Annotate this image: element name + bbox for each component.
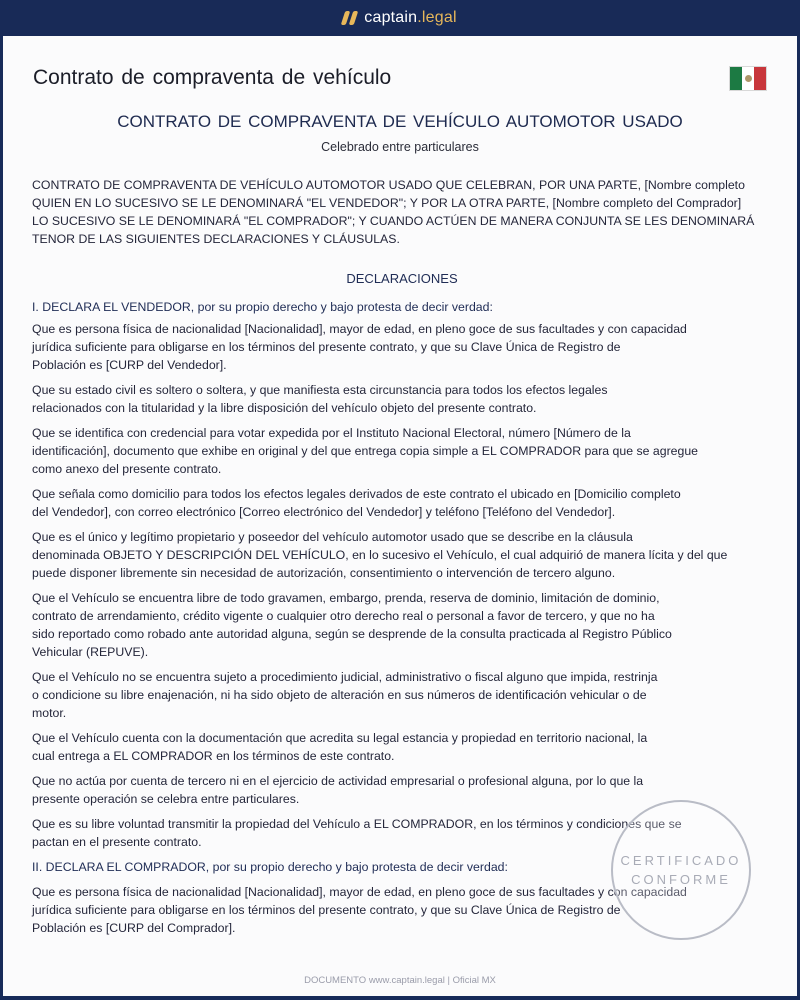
text-line: motor. [32, 706, 67, 720]
text-line: cual entrega a EL COMPRADOR en los términos de este contrato. [32, 749, 395, 763]
text-line: denominada OBJETO Y DESCRIPCIÓN DEL VEHÍCULO, en lo sucesivo el Vehículo, el cual adquirió de manera lícita y del que [32, 548, 728, 562]
contract-heading: CONTRATO DE COMPRAVENTA DE VEHÍCULO AUTOMOTOR USADO [117, 112, 683, 131]
declaration-clause [32, 381, 772, 417]
brand-tld: .legal [417, 9, 457, 26]
text-line: identificación], documento que exhibe en original y del que entrega copia simple a EL COMPRADOR para que se agregue [32, 444, 699, 458]
top-bar [0, 0, 800, 36]
declaration-clause [32, 485, 772, 521]
text-line: Población es [CURP del Vendedor]. [32, 358, 227, 372]
seller-declaration-heading: I. DECLARA EL VENDEDOR, por su propio derecho y bajo protesta de decir verdad: [32, 300, 493, 314]
text-line: Que el Vehículo cuenta con la documentación que acredita su legal estancia y propiedad en territorio nacional, la [32, 731, 648, 745]
text-line: Que es persona física de nacionalidad [Nacionalidad], mayor de edad, en pleno goce de sus facultades y con capacidad [32, 885, 687, 899]
contract-subheading: Celebrado entre particulares [321, 140, 479, 154]
text-line: Que el Vehículo no se encuentra sujeto a procedimiento judicial, administrativo o fiscal alguno que impida, restrinja [32, 670, 658, 684]
text-line: sido reportado como robado ante autoridad alguna, según se desprende de la consulta practicada al Registro Público [32, 627, 672, 641]
text-line: contrato de arrendamiento, crédito vigente o cualquier otro derecho real o personal a favor de tercero, y que no ha [32, 609, 655, 623]
text-line: Que es persona física de nacionalidad [Nacionalidad], mayor de edad, en pleno goce de sus facultades y con capacidad [32, 322, 687, 336]
text-line: o condicione su libre enajenación, ni ha sido objeto de alteración en sus números de identificación vehicular o de [32, 688, 647, 702]
declaration-clause [32, 320, 772, 374]
declaration-clause [32, 668, 772, 722]
document-header [33, 66, 767, 96]
text-line: Que es el único y legítimo propietario y poseedor del vehículo automotor usado que se describe en la cláusula [32, 530, 633, 544]
text-line: presente operación se celebra entre particulares. [32, 792, 300, 806]
text-line: Que es su libre voluntad transmitir la propiedad del Vehículo a EL COMPRADOR, en los términos y condiciones que se [32, 817, 682, 831]
text-line: Vehicular (REPUVE). [32, 645, 149, 659]
text-line: Que señala como domicilio para todos los efectos legales derivados de este contrato el ubicado en [Domicilio completo [32, 487, 681, 501]
intro-paragraph [32, 176, 772, 248]
text-line: como anexo del presente contrato. [32, 462, 222, 476]
text-line: TENOR DE LAS SIGUIENTES DECLARACIONES Y CLÁUSULAS. [32, 232, 400, 246]
seal-line-2: CONFORME [631, 872, 731, 887]
text-line: Que el Vehículo se encuentra libre de todo gravamen, embargo, prenda, reserva de dominio, limitación de dominio, [32, 591, 660, 605]
certified-seal [611, 800, 751, 940]
declaration-clause [32, 424, 772, 478]
text-line: Población es [CURP del Comprador]. [32, 921, 236, 935]
seal-line-1: CERTIFICADO [620, 853, 742, 868]
document-footer: DOCUMENTO www.captain.legal | Oficial MX [304, 975, 496, 986]
section-title: DECLARACIONES [346, 271, 458, 286]
captain-logo-icon [341, 11, 359, 25]
text-line: del Vendedor], con correo electrónico [Correo electrónico del Vendedor] y teléfono [Teléfono del Vendedor]. [32, 505, 616, 519]
text-line: Que se identifica con credencial para votar expedida por el Instituto Nacional Electoral, número [Número de la [32, 426, 631, 440]
mexico-flag-icon [729, 66, 767, 91]
declaration-clause [32, 528, 772, 582]
brand-name-text: captain [364, 9, 418, 26]
text-line: Que su estado civil es soltero o soltera, y que manifiesta esta circunstancia para todos los efectos legales [32, 383, 608, 397]
text-line: jurídica suficiente para obligarse en los términos del presente contrato, y que su Clave Única de Registro de [32, 340, 621, 354]
buyer-declaration-heading: II. DECLARA EL COMPRADOR, por su propio derecho y bajo protesta de decir verdad: [32, 860, 508, 874]
text-line: puede disponer libremente sin necesidad de autorización, consentimiento o intervención de tercero alguno. [32, 566, 616, 580]
declaration-clause [32, 589, 772, 661]
document-title: Contrato de compraventa de vehículo [33, 66, 392, 89]
text-line: CONTRATO DE COMPRAVENTA DE VEHÍCULO AUTOMOTOR USADO QUE CELEBRAN, POR UNA PARTE, [Nombre completo [32, 178, 745, 192]
text-line: pactan en el presente contrato. [32, 835, 202, 849]
declaration-clause [32, 729, 772, 765]
text-line: LO SUCESIVO SE LE DENOMINARÁ "EL COMPRADOR"; Y CUANDO ACTÚEN DE MANERA CONJUNTA SE LES DENOMINARÁ [32, 214, 755, 228]
text-line: jurídica suficiente para obligarse en los términos del presente contrato, y que su Clave Única de Registro de [32, 903, 621, 917]
document-page [3, 36, 797, 996]
text-line: Que no actúa por cuenta de tercero ni en el ejercicio de actividad empresarial o profesional alguna, por lo que la [32, 774, 644, 788]
seller-clauses [32, 320, 772, 858]
brand-name[interactable] [364, 9, 456, 27]
text-line: QUIEN EN LO SUCESIVO SE LE DENOMINARÁ "EL VENDEDOR"; Y POR LA OTRA PARTE, [Nombre completo del Comprador] [32, 196, 742, 210]
text-line: relacionados con la titularidad y la libre disposición del vehículo objeto del presente contrato. [32, 401, 537, 415]
